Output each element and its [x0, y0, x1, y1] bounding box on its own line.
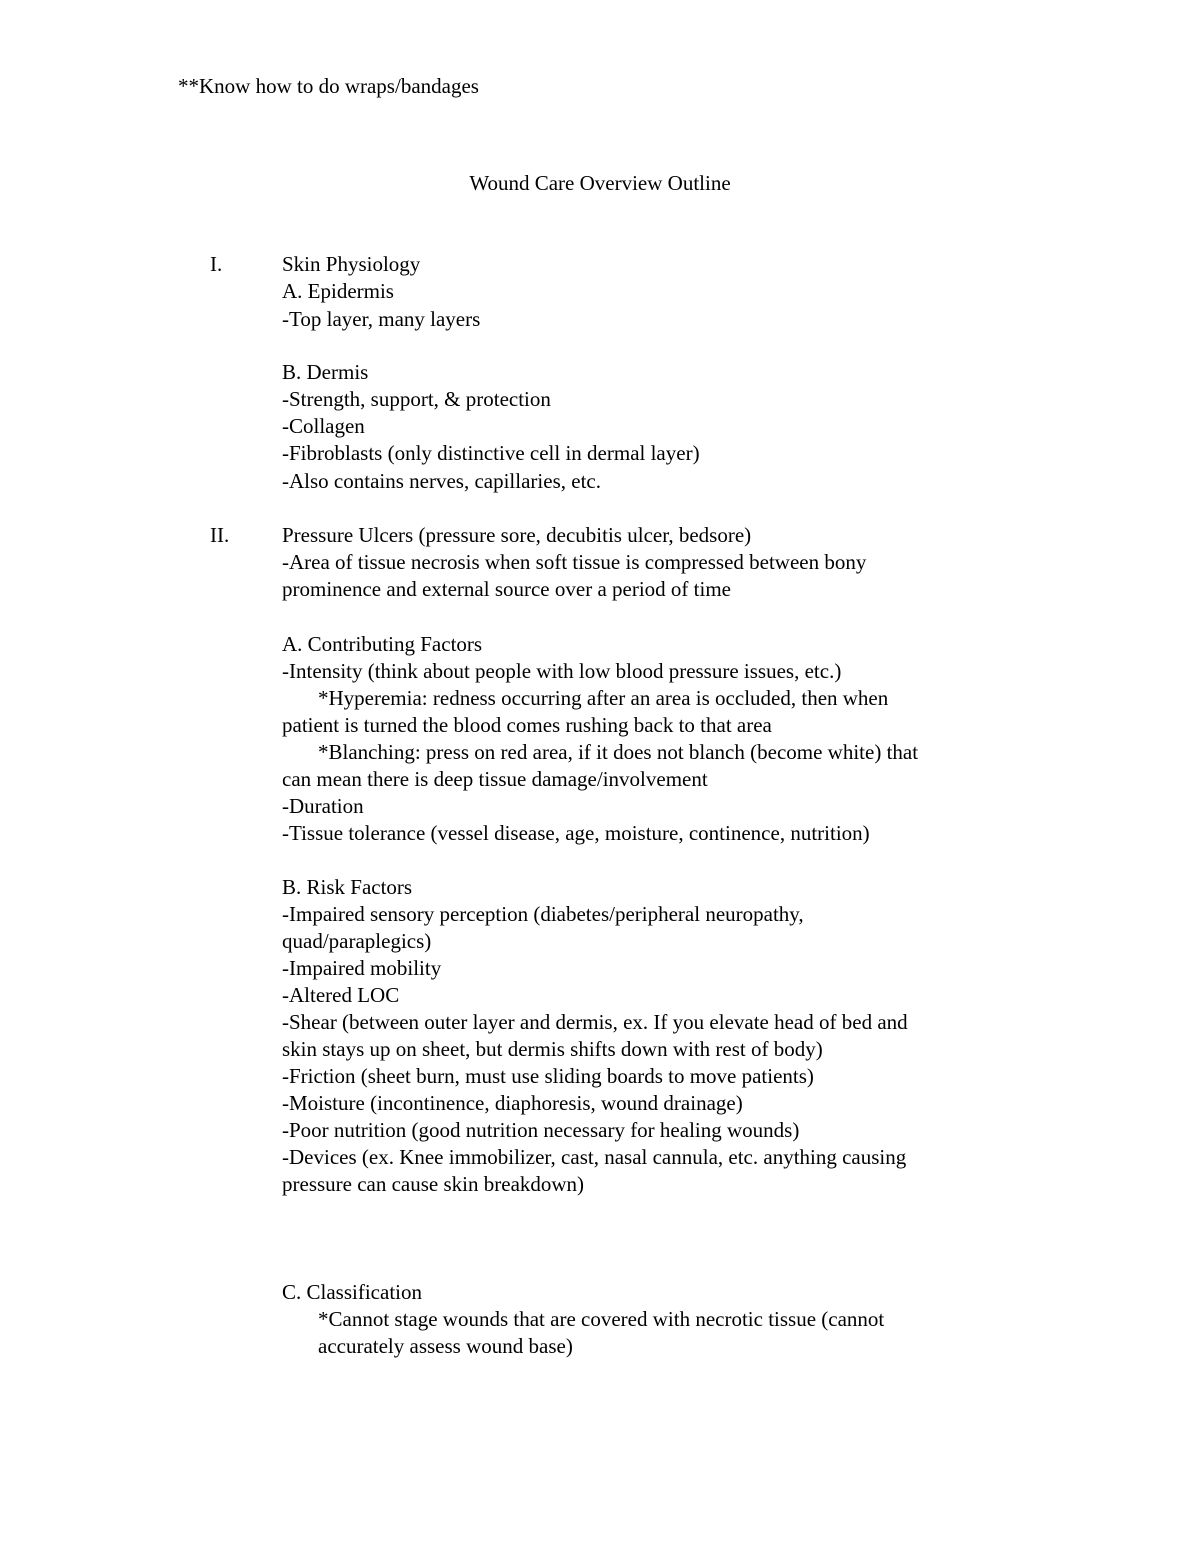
section-1-b-line: -Strength, support, & protection [282, 387, 551, 411]
document-title: Wound Care Overview Outline [469, 171, 731, 195]
section-1-a-label: A. Epidermis [282, 279, 394, 303]
section-2-b-line: -Impaired mobility [282, 956, 442, 980]
section-2-a-line: can mean there is deep tissue damage/involvement [282, 767, 708, 791]
section-2-b-line: -Altered LOC [282, 983, 400, 1007]
section-2-a-line: -Duration [282, 794, 364, 818]
header-note: **Know how to do wraps/bandages [178, 74, 479, 98]
section-2-b-line: -Devices (ex. Knee immobilizer, cast, nasal cannula, etc. anything causing [282, 1145, 907, 1169]
section-1-b-line: -Collagen [282, 414, 365, 438]
section-2-a-line: -Tissue tolerance (vessel disease, age, moisture, continence, nutrition) [282, 821, 870, 845]
section-2-b-line: -Friction (sheet burn, must use sliding boards to move patients) [282, 1064, 814, 1088]
section-2-c-line: accurately assess wound base) [318, 1334, 573, 1358]
section-2-a-line: -Intensity (think about people with low blood pressure issues, etc.) [282, 659, 842, 683]
section-2-b-line: pressure can cause skin breakdown) [282, 1172, 585, 1196]
section-2-b-line: -Impaired sensory perception (diabetes/peripheral neuropathy, [282, 902, 804, 926]
section-2-heading: Pressure Ulcers (pressure sore, decubitis ulcer, bedsore) [282, 523, 752, 547]
section-2-a-line: patient is turned the blood comes rushing back to that area [282, 713, 772, 737]
section-1-a-line: -Top layer, many layers [282, 307, 481, 331]
section-2-b-line: -Moisture (incontinence, diaphoresis, wound drainage) [282, 1091, 743, 1115]
section-1-b-label: B. Dermis [282, 360, 369, 384]
section-2-definition-line: -Area of tissue necrosis when soft tissue is compressed between bony [282, 550, 867, 574]
section-2-c-line: *Cannot stage wounds that are covered with necrotic tissue (cannot [318, 1307, 885, 1331]
section-2-b-line: skin stays up on sheet, but dermis shifts down with rest of body) [282, 1037, 823, 1061]
section-1-b-line: -Also contains nerves, capillaries, etc. [282, 469, 601, 493]
section-1-numeral: I. [210, 252, 223, 276]
section-2-b-line: -Poor nutrition (good nutrition necessary for healing wounds) [282, 1118, 800, 1142]
section-2-numeral: II. [210, 523, 230, 547]
section-2-c-label: C. Classification [282, 1280, 422, 1304]
section-2-a-line: *Blanching: press on red area, if it does not blanch (become white) that [318, 740, 919, 764]
section-2-b-line: quad/paraplegics) [282, 929, 432, 953]
section-2-a-line: *Hyperemia: redness occurring after an area is occluded, then when [318, 686, 889, 710]
section-2-a-label: A. Contributing Factors [282, 632, 483, 656]
section-1-b-line: -Fibroblasts (only distinctive cell in dermal layer) [282, 441, 700, 465]
section-2-b-line: -Shear (between outer layer and dermis, ex. If you elevate head of bed and [282, 1010, 908, 1034]
section-1-heading: Skin Physiology [282, 252, 421, 276]
section-2-definition-line: prominence and external source over a period of time [282, 577, 731, 601]
section-2-b-label: B. Risk Factors [282, 875, 413, 899]
